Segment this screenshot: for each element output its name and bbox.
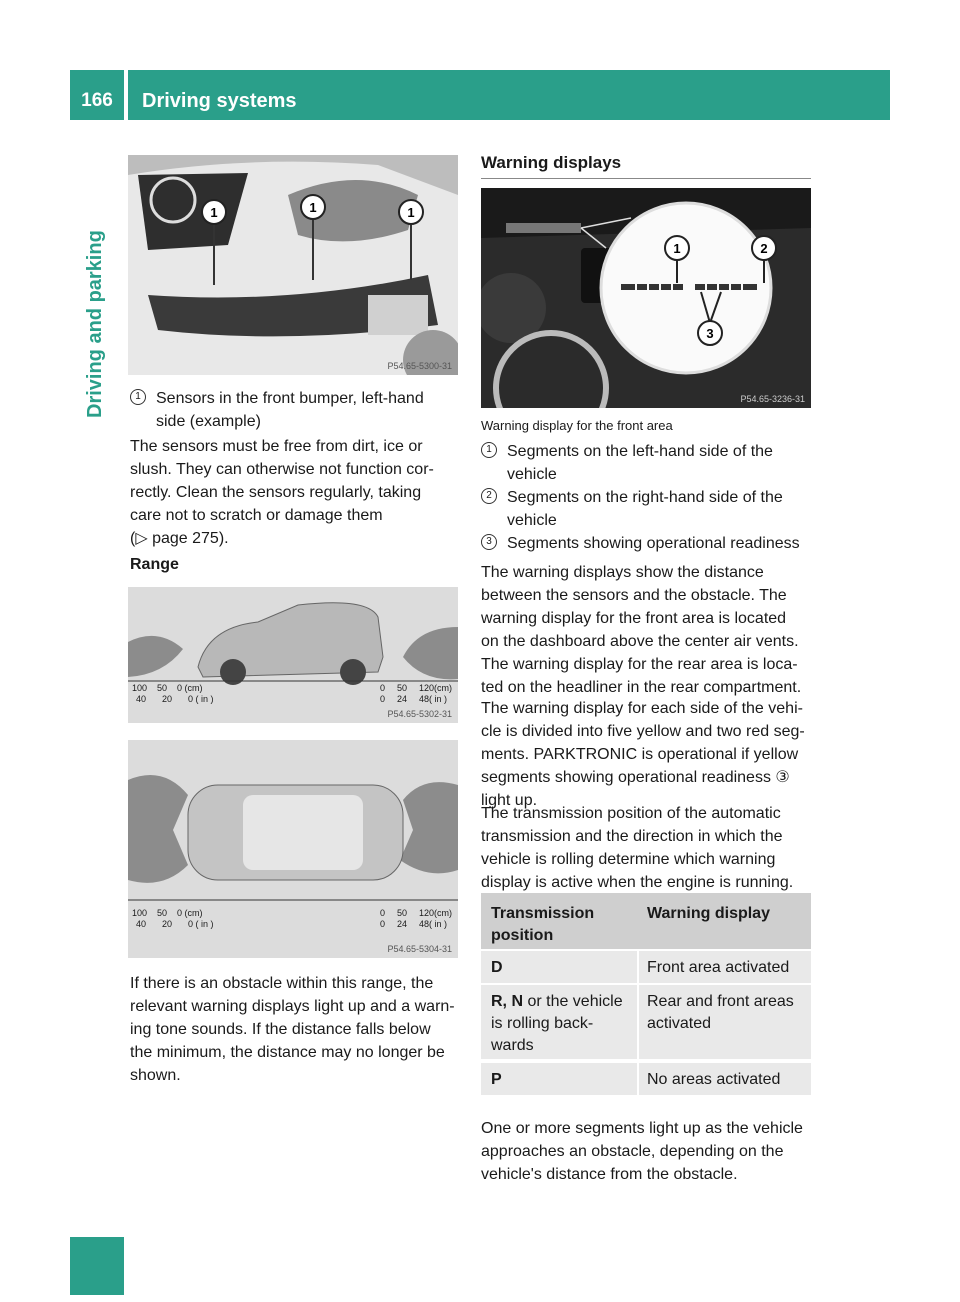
warning-table [481,893,811,1095]
table-row: R, N or the vehicle is rolling back-wards Rear and front areas activated [481,985,811,1059]
marker-1-icon: 1 [130,389,146,405]
front-bumper-illustration [128,155,458,375]
section-title: Driving systems [142,90,297,112]
table-header-cell: Warning display [639,893,811,949]
side-section-label: Driving and parking [84,230,106,418]
heading-rule [481,178,811,179]
range-side-figure [128,587,458,723]
table-row: D Front area activated [481,951,811,983]
figure1-marker: 1 [407,205,415,220]
page-number: 166 [81,90,113,111]
legend-item-1: 1 Sensors in the front bumper, left-hand side (example) [130,387,460,433]
warning-paragraph-3: The transmission position of the automatic transmission and the direction in which the vehicle is rolling determine which warning display is active when the engine is running. [481,805,794,891]
range-heading: Range [130,556,179,573]
figure-marker: 2 [760,241,768,256]
front-bumper-figure [128,155,458,375]
scale-right: 0 50 120(cm) 0 24 48( in ) [380,683,453,704]
warning-paragraph-2: The warning display for each side of the vehi- cle is divided into five yellow and two red seg- ments. PARKTRONIC is operational if yellow segments showing operational readiness ③ light up. [481,700,805,809]
warning-displays-heading: Warning displays [481,153,622,172]
table-row: P No areas activated [481,1063,811,1095]
scale-right: 0 50 120(cm) 0 24 48( in ) [380,908,453,929]
sensor-paragraph: The sensors must be free from dirt, ice or slush. They can otherwise not function cor- rectly. Clean the sensors regularly, taking care not to scratch or damage them (▷ page 275). [130,438,434,547]
figure-marker: 3 [706,326,714,341]
legend-item-1: 1 Segments on the left-hand side of the vehicle [481,440,821,486]
scale-left: 100 50 0 (cm) 40 20 0 ( in ) [132,683,214,704]
figure1-code: P54.65-5300-31 [387,361,452,371]
marker-1-icon: 1 [481,442,497,458]
figure-code: P54.65-3236-31 [740,394,805,404]
table-header-cell: Transmission position [481,893,639,949]
marker-2-icon: 2 [481,488,497,504]
legend-item-2: 2 Segments on the right-hand side of the vehicle [481,486,821,532]
obstacle-paragraph: If there is an obstacle within this range, the relevant warning displays light up and a warn- ing tone sounds. If the distance falls below the minimum, the distance may no longer be shown. [130,975,455,1084]
marker-3-icon: 3 [481,534,497,550]
range-top-figure [128,740,458,958]
figure2-code: P54.65-5302-31 [387,709,452,719]
scale-left: 100 50 0 (cm) 40 20 0 ( in ) [132,908,214,929]
warning-paragraph-4: One or more segments light up as the vehicle approaches an obstacle, depending on the vehicle's distance from the obstacle. [481,1120,803,1183]
figure1-marker: 1 [309,200,317,215]
warning-display-figure [481,188,811,408]
legend-item-3: 3 Segments showing operational readiness [481,532,821,555]
figure-caption: Warning display for the front area [481,418,673,433]
figure-marker: 1 [673,241,681,256]
side-marker [70,1237,124,1295]
figure1-marker: 1 [210,205,218,220]
warning-paragraph-1: The warning displays show the distance between the sensors and the obstacle. The warning display for the front area is located on the dashboard above the center air vents. The warning display for the rear area is loca- ted on the headliner in the rear compartment. [481,564,802,696]
figure3-code: P54.65-5304-31 [387,944,452,954]
